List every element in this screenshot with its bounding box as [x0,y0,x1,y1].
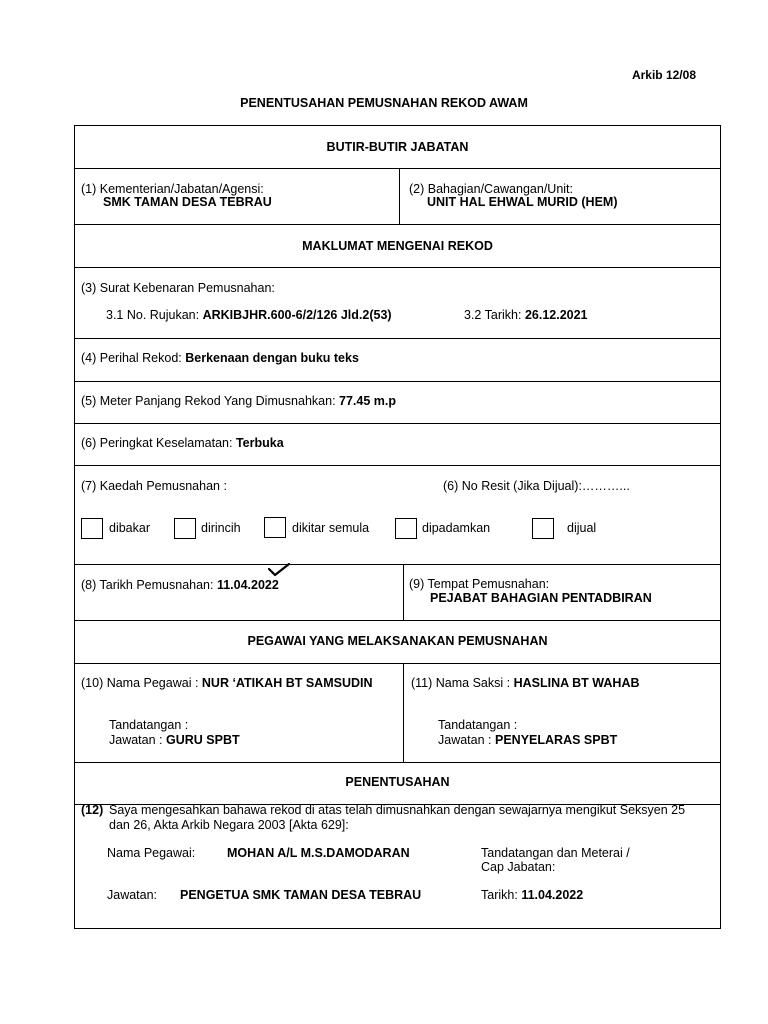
checkbox-dipadamkan[interactable] [395,518,417,539]
jawatan-pegawai-field [109,733,240,747]
rujukan-value: ARKIBJHR.600-6/2/126 Jld.2(53) [202,308,392,322]
checkbox-dijual[interactable] [532,518,554,539]
bahagian-value: UNIT HAL EHWAL MURID (HEM) [427,195,618,209]
form-reference: Arkib 12/08 [631,68,696,82]
row-divider [75,338,720,339]
section-penentusahan: PENENTUSAHAN [345,775,450,789]
nama-saksi-value: HASLINA BT WAHAB [513,676,640,690]
checkbox-dirincih-label: dirincih [201,521,241,535]
tandatangan-meterai-line-1: Tandatangan dan Meterai / [481,846,630,860]
nama-pegawai-value: NUR ‘ATIKAH BT SAMSUDIN [201,676,373,690]
row-divider [75,762,720,763]
statement-line-1: Saya mengesahkan bahawa rekod di atas telah dimusnahkan dengan sewajarnya mengikut Seksyen 25 [109,803,686,817]
checkbox-dibakar[interactable] [81,518,103,539]
section-maklumat-rekod: MAKLUMAT MENGENAI REKOD [302,239,493,253]
nama-saksi-label: (11) Nama Saksi : [411,676,511,690]
perihal-field [81,351,359,365]
kementerian-value: SMK TAMAN DESA TEBRAU [103,195,272,209]
jawatan-pegawai-value: GURU SPBT [166,733,240,747]
tandatangan-meterai-line-2: Cap Jabatan: [481,860,556,874]
jawatan-saksi-field [438,733,617,747]
section-butir-jabatan: BUTIR-BUTIR JABATAN [326,140,469,154]
kementerian-label: (1) Kementerian/Jabatan/Agensi: [81,182,264,196]
column-divider [399,168,400,224]
row-divider [75,423,720,424]
jawatan-saksi-value: PENYELARAS SPBT [495,733,618,747]
peringkat-value: Terbuka [235,436,284,450]
nama-saksi-field [411,676,640,690]
row-divider [75,465,720,466]
jawatan-pegawai-label: Jawatan : [109,733,163,747]
tarikh-field [464,308,588,322]
pengesah-jawatan-label: Jawatan: [107,888,158,902]
resit-label: (6) No Resit (Jika Dijual):………... [443,479,630,493]
tempat-pemusnahan-value: PEJABAT BAHAGIAN PENTADBIRAN [430,591,652,605]
tandatangan-saksi-label: Tandatangan : [438,718,518,732]
pengesah-tarikh-value: 11.04.2022 [521,888,584,902]
row-divider [75,620,720,621]
checkbox-dipadamkan-label: dipadamkan [422,521,491,535]
row-divider [75,381,720,382]
jawatan-saksi-label: Jawatan : [438,733,492,747]
checkbox-dirincih[interactable] [174,518,196,539]
statement-line-2: dan 26, Akta Arkib Negara 2003 [Akta 629]: [109,818,349,832]
kaedah-label: (7) Kaedah Pemusnahan : [81,479,227,493]
checkbox-dikitar-semula[interactable] [264,517,286,538]
penentusahan-number: (12) [81,803,104,817]
perihal-value: Berkenaan dengan buku teks [185,351,359,365]
pengesah-tarikh-label: Tarikh: [481,888,518,902]
row-divider [75,168,720,169]
checkmark-icon [268,563,290,577]
surat-kebenaran-label: (3) Surat Kebenaran Pemusnahan: [81,281,275,295]
column-divider [403,564,404,620]
row-divider [75,663,720,664]
rujukan-field [106,308,392,322]
pengesah-tarikh-field [481,888,583,902]
tarikh-pemusnahan-field [81,578,279,592]
nama-pegawai-label: (10) Nama Pegawai : [81,676,199,690]
page-title: PENENTUSAHAN PEMUSNAHAN REKOD AWAM [240,96,528,110]
peringkat-field [81,436,284,450]
rujukan-label: 3.1 No. Rujukan: [106,308,200,322]
pengesah-nama-label: Nama Pegawai: [107,846,196,860]
pengesah-nama-value: MOHAN A/L M.S.DAMODARAN [227,846,410,860]
perihal-label: (4) Perihal Rekod: [81,351,182,365]
checkbox-dikitar-semula-label: dikitar semula [292,521,370,535]
column-divider [403,663,404,762]
section-pegawai: PEGAWAI YANG MELAKSANAKAN PEMUSNAHAN [247,634,548,648]
tandatangan-pegawai-label: Tandatangan : [109,718,189,732]
tarikh-label: 3.2 Tarikh: [464,308,522,322]
bahagian-label: (2) Bahagian/Cawangan/Unit: [409,182,573,196]
checkbox-dijual-label: dijual [567,521,597,535]
meter-label: (5) Meter Panjang Rekod Yang Dimusnahkan: [81,394,336,408]
row-divider [75,267,720,268]
checkbox-dibakar-label: dibakar [109,521,150,535]
tempat-pemusnahan-label: (9) Tempat Pemusnahan: [409,577,550,591]
tarikh-value: 26.12.2021 [524,308,588,322]
tarikh-pemusnahan-value: 11.04.2022 [216,578,279,592]
meter-field [81,394,396,408]
tarikh-pemusnahan-label: (8) Tarikh Pemusnahan: [81,578,214,592]
nama-pegawai-field [81,676,373,690]
meter-value: 77.45 m.p [339,394,397,408]
pengesah-jawatan-value: PENGETUA SMK TAMAN DESA TEBRAU [180,888,422,902]
row-divider [75,224,720,225]
row-divider [75,564,720,565]
peringkat-label: (6) Peringkat Keselamatan: [81,436,233,450]
